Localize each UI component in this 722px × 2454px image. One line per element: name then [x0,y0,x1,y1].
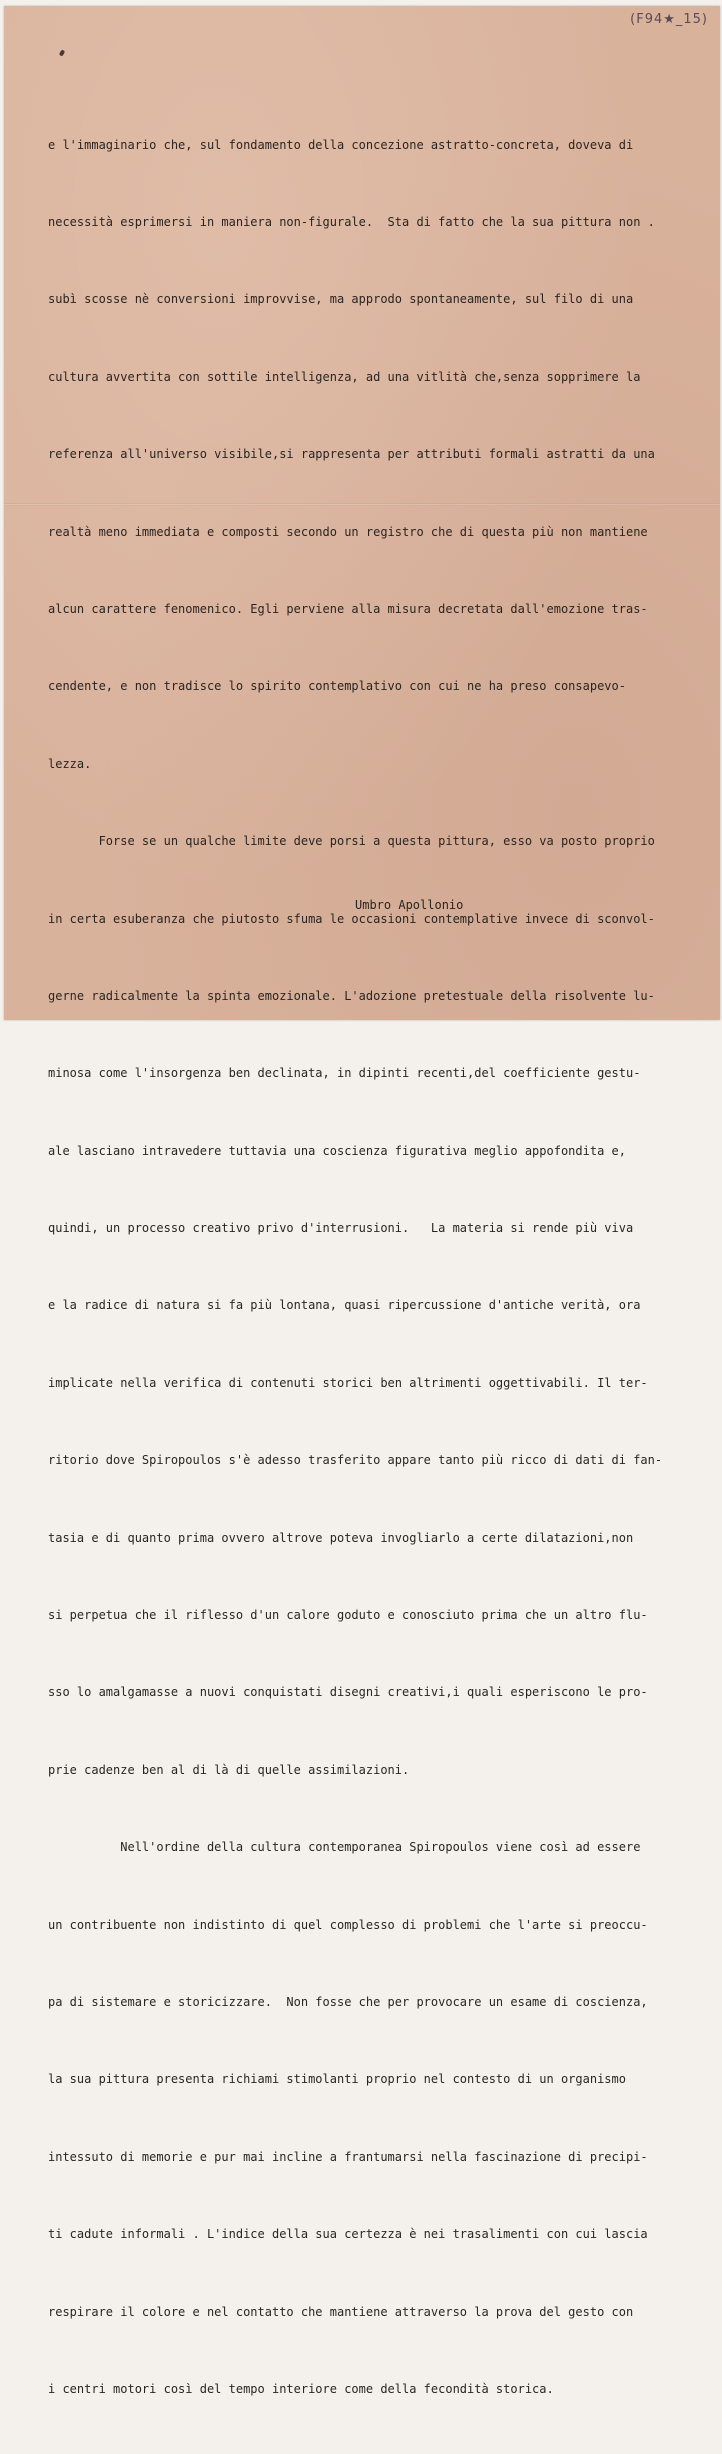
text-line: e la radice di natura si fa più lontana, quasi ripercussione d'antiche verità, ora [48,1298,641,1313]
text-line: in certa esuberanza che piutosto sfuma le occasioni contemplative invece di sconvol- [48,911,655,926]
author-signature: Umbro Apollonio [355,898,464,912]
text-line: Forse se un qualche limite deve porsi a questa pittura, esso va posto proprio [48,834,655,849]
text-line: un contribuente non indistinto di quel complesso di problemi che l'arte si preoccu- [48,1917,648,1932]
body-text [48,81,708,2454]
text-line: cendente, e non tradisce lo spirito contemplativo con cui ne ha preso consapevo- [48,679,626,694]
text-line: Nell'ordine della cultura contemporanea Spiropoulos viene così ad essere [48,1840,641,1855]
text-line: ti cadute informali . L'indice della sua certezza è nei trasalimenti con cui lascia [48,2227,648,2242]
text-line: prie cadenze ben al di là di quelle assimilazioni. [48,1762,410,1777]
text-line: sso lo amalgamasse a nuovi conquistati disegni creativi,i quali esperiscono le pro- [48,1685,648,1700]
text-line: alcun carattere fenomenico. Egli perviene alla misura decretata dall'emozione tras- [48,601,648,616]
text-line: implicate nella verifica di contenuti storici ben altrimenti oggettivabili. Il ter- [48,1375,648,1390]
ink-speck [59,49,65,56]
text-line: minosa come l'insorgenza ben declinata, in dipinti recenti,del coefficiente gestu- [48,1066,641,1081]
text-line: e l'immaginario che, sul fondamento della concezione astratto-concreta, doveva di [48,137,634,152]
text-line: si perpetua che il riflesso d'un calore goduto e conosciuto prima che un altro flu- [48,1608,648,1623]
text-line: cultura avvertita con sottile intelligenza, ad una vitlità che,senza sopprimere la [48,369,641,384]
text-line: i centri motori così del tempo interiore come della fecondità storica. [48,2381,554,2396]
text-line: intessuto di memorie e pur mai incline a frantumarsi nella fascinazione di precipi- [48,2149,648,2164]
text-line: ritorio dove Spiropoulos s'è adesso trasferito appare tanto più ricco di dati di fan- [48,1453,663,1468]
text-line: pa di sistemare e storicizzare. Non fosse che per provocare un esame di coscienza, [48,1994,648,2009]
typewritten-page [4,6,720,2396]
text-line: quindi, un processo creativo privo d'interrusioni. La materia si rende più viva [48,1221,634,1236]
archive-reference-mark: (F94★_15) [630,12,708,27]
text-line: realtà meno immediata e composti secondo un registro che di questa più non mantiene [48,524,648,539]
text-line: lezza. [48,756,92,771]
text-line: necessità esprimersi in maniera non-figurale. Sta di fatto che la sua pittura non . [48,214,655,229]
text-line: tasia e di quanto prima ovvero altrove poteva invogliarlo a certe dilatazioni,non [48,1530,634,1545]
text-line: subì scosse nè conversioni improvvise, ma approdo spontaneamente, sul filo di una [48,292,634,307]
text-line: gerne radicalmente la spinta emozionale. L'adozione pretestuale della risolvente lu- [48,988,655,1003]
text-line: la sua pittura presenta richiami stimolanti proprio nel contesto di un organismo [48,2072,626,2087]
text-line: respirare il colore e nel contatto che mantiene attraverso la prova del gesto con [48,2304,634,2319]
text-line: referenza all'universo visibile,si rappresenta per attributi formali astratti da una [48,447,655,462]
text-line: ale lasciano intravedere tuttavia una coscienza figurativa meglio appofondita e, [48,1143,626,1158]
